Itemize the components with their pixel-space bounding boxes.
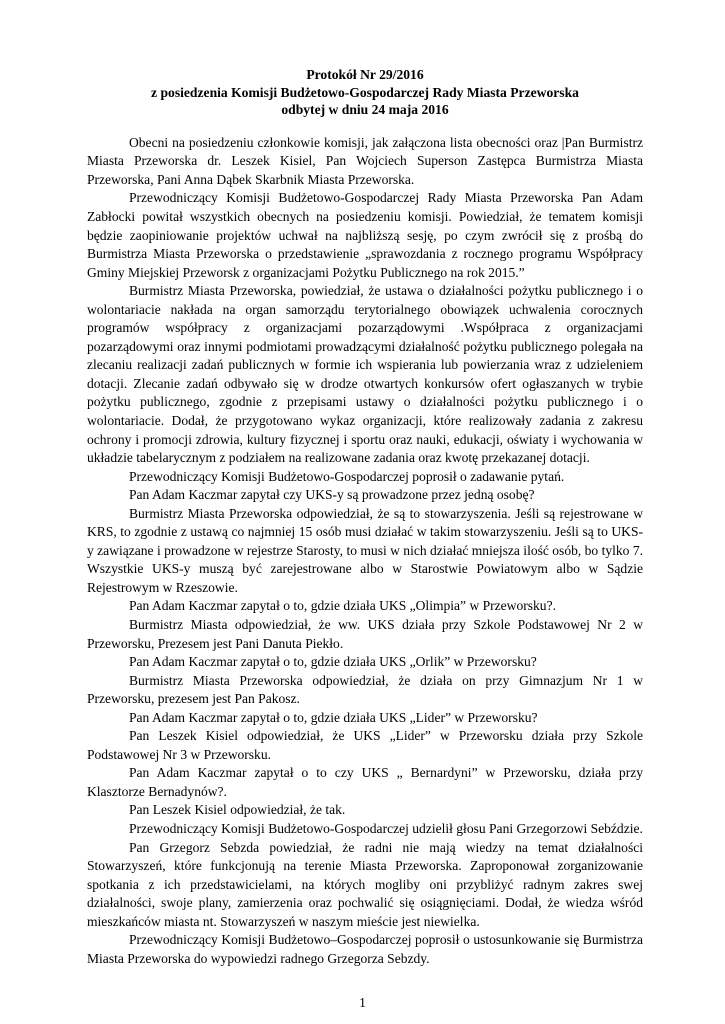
page-number: 1	[359, 995, 366, 1010]
document-title	[87, 66, 643, 119]
protocol-number: Protokół Nr 29/2016	[306, 67, 424, 82]
paragraph: Pan Adam Kaczmar zapytał o to, gdzie działa UKS „Lider” w Przeworsku?	[129, 709, 538, 725]
paragraph: Burmistrz Miasta Przeworska, powiedział, że ustawa o działalności pożytku publicznego i o wolontariacie nakłada na organ samorządu terytorialnego obowiązek uchwalenia corocznych programów współpracy z organizacjami pozarządowymi .Współpraca z organizacjami pozarządowymi oraz innymi podmiotami prowadzącymi działalność pożytku publicznego polegała na zlecaniu realizacji zadań publicznych w formie ich wspierania lub powierzania wraz z udzieleniem dotacji. Zlecanie zadań odbywało się w drodze otwartych konkursów ofert ogłaszanych w trybie pożytku publicznego, zgodnie z przepisami ustawy o działalności pożytku publicznego i o wolontariacie. Dodał, że przygotowano wykaz organizacji, które realizowały zadania z zakresu ochrony i promocji zdrowia, kultury fizycznej i sportu oraz nauki, edukacji, oświaty i wychowania w układzie tabelarycznym z podziałem na realizowane zadania oraz kwotę przekazanej dotacji.	[87, 283, 643, 466]
document-body	[87, 134, 643, 969]
meeting-date: odbytej w dniu 24 maja 2016	[281, 102, 449, 118]
paragraph: Burmistrz Miasta Przeworska odpowiedział, że działa on przy Gimnazjum Nr 1 w Przeworsku, prezesem jest Pan Pakosz.	[87, 672, 643, 707]
paragraph: Pan Adam Kaczmar zapytał o to, gdzie działa UKS „Olimpia” w Przeworsku?.	[129, 598, 556, 614]
paragraph: Pan Adam Kaczmar zapytał o to czy UKS „ Bernardyni” w Przeworsku, działa przy Klasztorze Bernadynów?.	[87, 765, 643, 799]
paragraph: Przewodniczący Komisji Budżetowo-Gospodarczej Rady Miasta Przeworska Pan Adam Zabłocki powitał wszystkich obecnych na posiedzeniu komisji. Powiedział, że tematem komisji będzie zaopiniowanie projektów uchwał na najbliższą sesję, po czym zwrócił się z prośbą do Burmistrza Miasta Przeworska o przedstawienie „sprawozdania z rocznego programu Współpracy Gminy Miejskiej Przeworsk z organizacjami Pożytku Publicznego na rok 2015.”	[87, 190, 643, 280]
paragraph: Przewodniczący Komisji Budżetowo–Gospodarczej poprosił o ustosunkowanie się Burmistrza Miasta Przeworska do wypowiedzi radnego Grzegorza Sebzdy.	[87, 932, 643, 966]
paragraph: Burmistrz Miasta odpowiedział, że ww. UKS działa przy Szkole Podstawowej Nr 2 w Przeworsku, Prezesem jest Pani Danuta Piekło.	[87, 617, 643, 651]
paragraph: Obecni na posiedzeniu członkowie komisji, jak załączona lista obecności oraz |Pan Burmistrz Miasta Przeworska dr. Leszek Kisiel, Pan Wojciech Superson Zastępca Burmistrza Miasta Przeworska, Pani Anna Dąbek Skarbnik Miasta Przeworska.	[87, 134, 643, 187]
paragraph: Przewodniczący Komisji Budżetowo-Gospodarczej poprosił o zadawanie pytań.	[129, 468, 565, 484]
paragraph: Pan Adam Kaczmar zapytał o to, gdzie działa UKS „Orlik” w Przeworsku?	[129, 654, 537, 670]
paragraph: Pan Leszek Kisiel odpowiedział, że UKS „Lider” w Przeworsku działa przy Szkole Podstawowej Nr 3 w Przeworsku.	[87, 728, 643, 762]
paragraph: Pan Adam Kaczmar zapytał czy UKS-y są prowadzone przez jedną osobę?	[129, 487, 535, 503]
paragraph: Pan Leszek Kisiel odpowiedział, że tak.	[129, 802, 346, 818]
paragraph: Przewodniczący Komisji Budżetowo-Gospodarczej udzielił głosu Pani Grzegorzowi Sebździe.	[129, 821, 643, 837]
meeting-name: z posiedzenia Komisji Budżetowo-Gospodarczej Rady Miasta Przeworska	[151, 84, 579, 100]
paragraph: Pan Grzegorz Sebzda powiedział, że radni nie mają wiedzy na temat działalności Stowarzyszeń, które funkcjonują na terenie Miasta Przeworska. Zaproponował zorganizowanie spotkania z ich przedstawicielami, na których mogliby oni przybliżyć radnym zakres swej działalności, swoje plany, zamierzenia oraz pochwalić się osiągnięciami. Dodał, że wiedza wśród mieszkańców miasta nt. Stowarzyszeń w naszym mieście jest niewielka.	[87, 839, 643, 929]
paragraph: Burmistrz Miasta Przeworska odpowiedział, że są to stowarzyszenia. Jeśli są rejestrowane w KRS, to zgodnie z ustawą co najmniej 15 osób musi działać w takim stowarzyszeniu. Jeśli są to UKS-y zawiązane i prowadzone w rejestrze Starosty, to musi w nich działać mniejsza ilość osób, bo tylko 7. Wszystkie UKS-y muszą być zarejestrowane albo w Starostwie Powiatowym albo w Sądzie Rejestrowym w Rzeszowie.	[87, 505, 643, 595]
